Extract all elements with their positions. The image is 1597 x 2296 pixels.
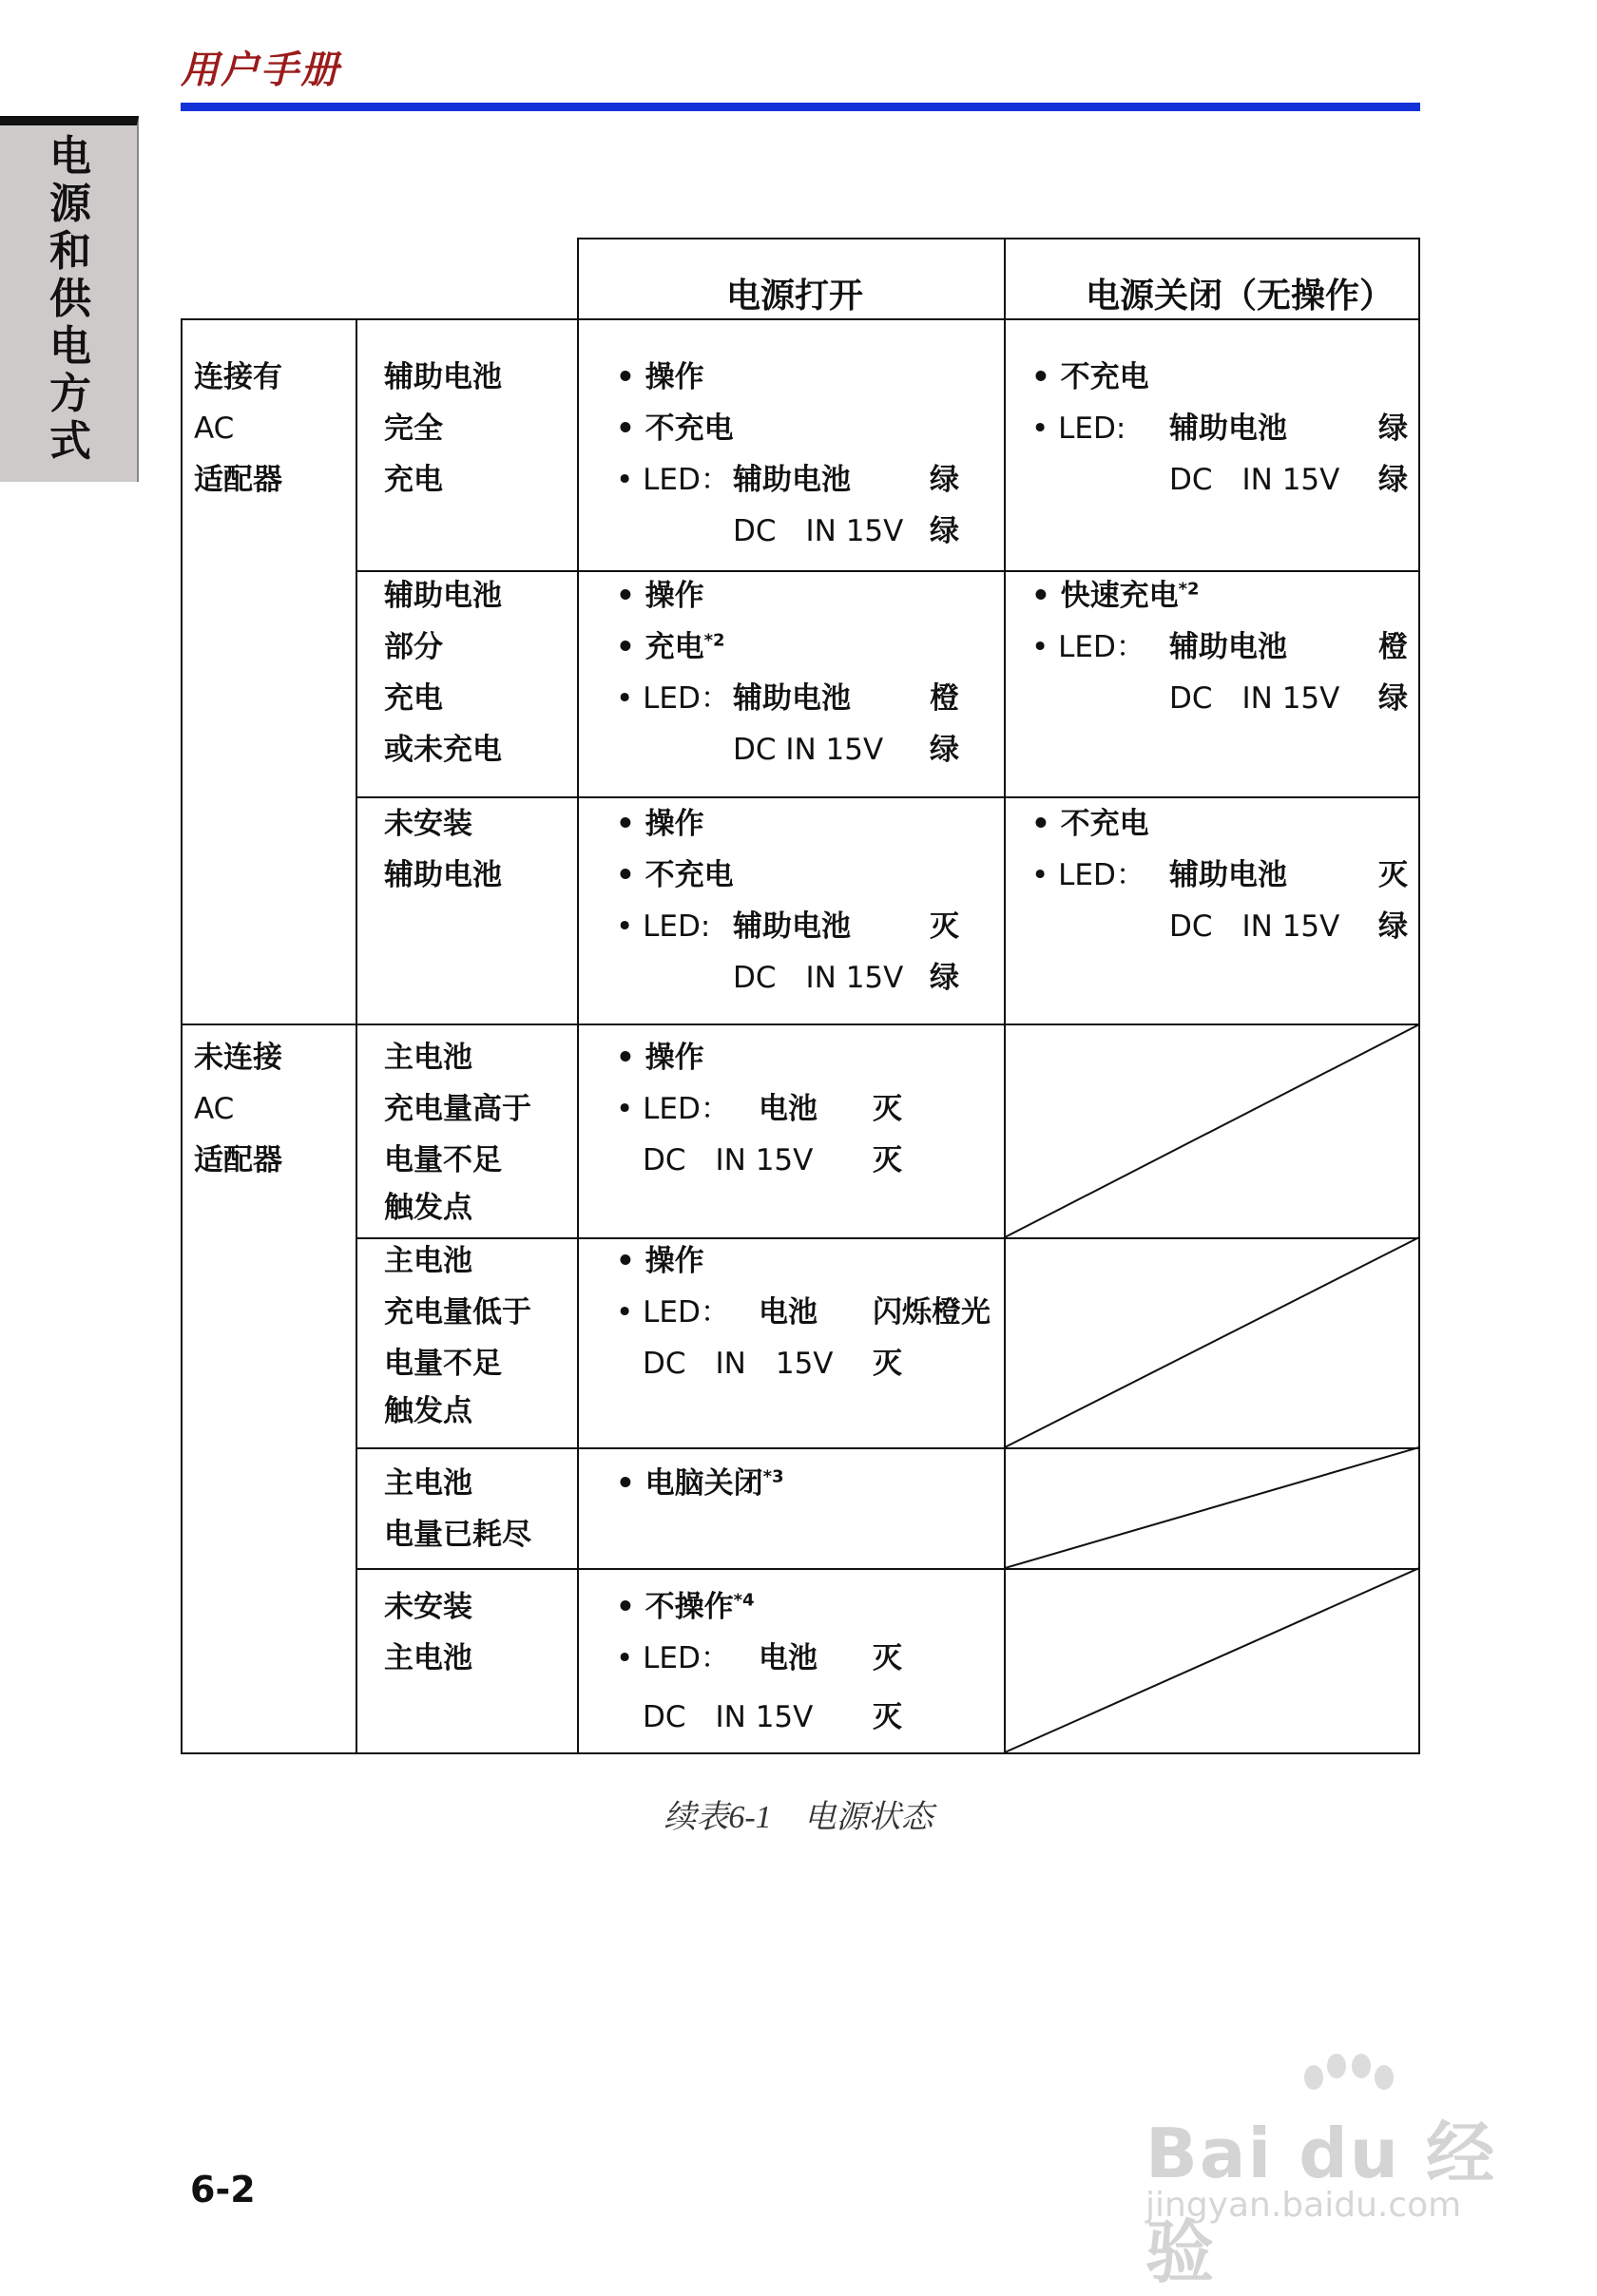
off-led-item: 辅助电池 (1169, 858, 1287, 892)
on-led-item: DC IN 15V (733, 514, 904, 548)
off-state-charge (1031, 570, 1200, 622)
page-number: 6-2 (190, 2169, 256, 2210)
on-led-item: 电池 (759, 1295, 818, 1330)
on-led-item: DC IN 15V (733, 961, 904, 995)
header-rule (181, 103, 1420, 111)
on-led-prefix: • LED： (616, 681, 730, 716)
off-led-prefix: • LED： (1031, 858, 1145, 892)
off-led-item: 辅助电池 (1169, 411, 1287, 446)
on-state-operation: • 操作 (616, 360, 704, 394)
on-state-operation-text: • 不操作 (616, 1590, 734, 1624)
condition-line: 主电池 (384, 1041, 472, 1075)
on-state-charge: • 不充电 (616, 411, 734, 446)
baidu-watermark (1145, 2053, 1526, 2292)
on-led-value: 绿 (930, 733, 959, 767)
watermark-url: jingyan.baidu.com (1145, 2186, 1462, 2225)
off-state-charge-text: • 快速充电 (1031, 579, 1179, 613)
condition-line: 电量已耗尽 (384, 1518, 531, 1552)
off-led-item: DC IN 15V (1169, 681, 1340, 716)
on-led-item: DC IN 15V (643, 1143, 814, 1177)
on-state-operation: • 操作 (616, 1244, 704, 1278)
condition-line: 辅助电池 (384, 360, 502, 394)
condition-line: 部分 (384, 630, 443, 664)
table-border-left (181, 318, 183, 1754)
footnote-marker: *4 (733, 1590, 755, 1611)
on-state-operation (616, 1581, 755, 1633)
off-led-item: 辅助电池 (1169, 630, 1287, 664)
on-led-value: 灭 (930, 909, 959, 944)
footnote-marker: *2 (703, 630, 725, 651)
group-ac-disconnected-line2: AC (194, 1092, 235, 1126)
row-divider (356, 796, 1420, 798)
on-led-value: 绿 (930, 463, 959, 497)
table-border-top (577, 238, 1420, 239)
condition-line: 充电量高于 (384, 1092, 531, 1126)
off-led-value: 绿 (1378, 411, 1408, 446)
off-led-prefix: • LED： (1031, 630, 1145, 664)
on-led-value: 灭 (873, 1700, 902, 1734)
on-state-charge: • 不充电 (616, 858, 734, 892)
condition-line: 主电池 (384, 1466, 472, 1501)
condition-line: 主电池 (384, 1641, 472, 1675)
condition-line: 充电 (384, 463, 443, 497)
off-led-item: DC IN 15V (1169, 909, 1340, 944)
on-led-value: 绿 (930, 514, 959, 548)
off-led-value: 绿 (1378, 909, 1408, 944)
off-led-value: 绿 (1378, 681, 1408, 716)
on-led-prefix: • LED： (616, 463, 730, 497)
on-led-value: 灭 (873, 1143, 902, 1177)
condition-line: 或未充电 (384, 733, 502, 767)
group-ac-connected-line3: 适配器 (194, 463, 282, 497)
header-power-off: 电源关闭（无操作） (1086, 277, 1395, 316)
group-ac-connected-line2: AC (194, 411, 235, 446)
diagonal-line (1005, 1024, 1419, 1237)
on-led-item: 辅助电池 (733, 909, 851, 944)
on-state-operation: • 操作 (616, 807, 704, 841)
on-led-value: 灭 (873, 1641, 902, 1675)
on-led-prefix: • LED： (616, 1092, 730, 1126)
condition-line: 充电 (384, 681, 443, 716)
on-led-value: 灭 (873, 1092, 902, 1126)
off-led-prefix: • LED: (1031, 411, 1126, 446)
condition-line: 辅助电池 (384, 579, 502, 613)
on-led-item: DC IN 15V (643, 1347, 834, 1381)
chapter-tab-label: 电源和供电方式 (49, 132, 91, 466)
diagonal-line (1005, 1237, 1419, 1447)
footnote-marker: *2 (1178, 579, 1200, 600)
on-led-value: 绿 (930, 961, 959, 995)
on-state-charge-text: • 充电 (616, 630, 704, 664)
condition-line: 触发点 (384, 1394, 472, 1428)
on-led-item: 辅助电池 (733, 463, 851, 497)
on-state-operation-text: • 电脑关闭 (616, 1466, 763, 1501)
on-state-operation (616, 1458, 784, 1509)
on-led-prefix: • LED： (616, 1641, 730, 1675)
on-led-item: DC IN 15V (733, 733, 884, 767)
on-led-value: 闪烁橙光 (873, 1295, 991, 1330)
table-caption: 续表6-1 电源状态 (664, 1800, 933, 1835)
on-led-item: DC IN 15V (643, 1700, 814, 1734)
diagonal-line (1005, 1447, 1419, 1568)
condition-line: 未安装 (384, 1590, 472, 1624)
on-state-operation: • 操作 (616, 1041, 704, 1075)
condition-line: 触发点 (384, 1191, 472, 1225)
condition-line: 充电量低于 (384, 1295, 531, 1330)
group-column-divider (356, 318, 357, 1754)
on-led-item: 电池 (759, 1092, 818, 1126)
condition-column-divider (577, 238, 579, 1754)
group-ac-connected-line1: 连接有 (194, 360, 282, 394)
not-applicable-diagonals (1005, 1024, 1419, 1753)
header-power-on: 电源打开 (726, 277, 864, 316)
row-divider (356, 570, 1420, 572)
manual-title: 用户手册 (181, 48, 340, 92)
off-state-charge: • 不充电 (1031, 807, 1149, 841)
condition-line: 未安装 (384, 807, 472, 841)
condition-line: 辅助电池 (384, 858, 502, 892)
on-state-charge (616, 622, 725, 673)
on-led-item: 电池 (759, 1641, 818, 1675)
watermark-brand: Bai du 经验 (1145, 2114, 1497, 2292)
on-led-value: 橙 (930, 681, 959, 716)
on-led-prefix: • LED： (616, 1295, 730, 1330)
off-state-charge: • 不充电 (1031, 360, 1149, 394)
off-led-item: DC IN 15V (1169, 463, 1340, 497)
on-led-value: 灭 (873, 1347, 902, 1381)
condition-line: 电量不足 (384, 1347, 502, 1381)
condition-line: 完全 (384, 411, 443, 446)
group-ac-disconnected-line1: 未连接 (194, 1041, 282, 1075)
footnote-marker: *3 (762, 1466, 784, 1487)
on-led-prefix: • LED: (616, 909, 711, 944)
on-led-item: 辅助电池 (733, 681, 851, 716)
group-ac-disconnected-line3: 适配器 (194, 1143, 282, 1177)
on-state-operation: • 操作 (616, 579, 704, 613)
off-led-value: 绿 (1378, 463, 1408, 497)
off-led-value: 橙 (1378, 630, 1408, 664)
condition-line: 主电池 (384, 1244, 472, 1278)
diagonal-line (1005, 1568, 1419, 1752)
off-led-value: 灭 (1378, 858, 1408, 892)
condition-line: 电量不足 (384, 1143, 502, 1177)
